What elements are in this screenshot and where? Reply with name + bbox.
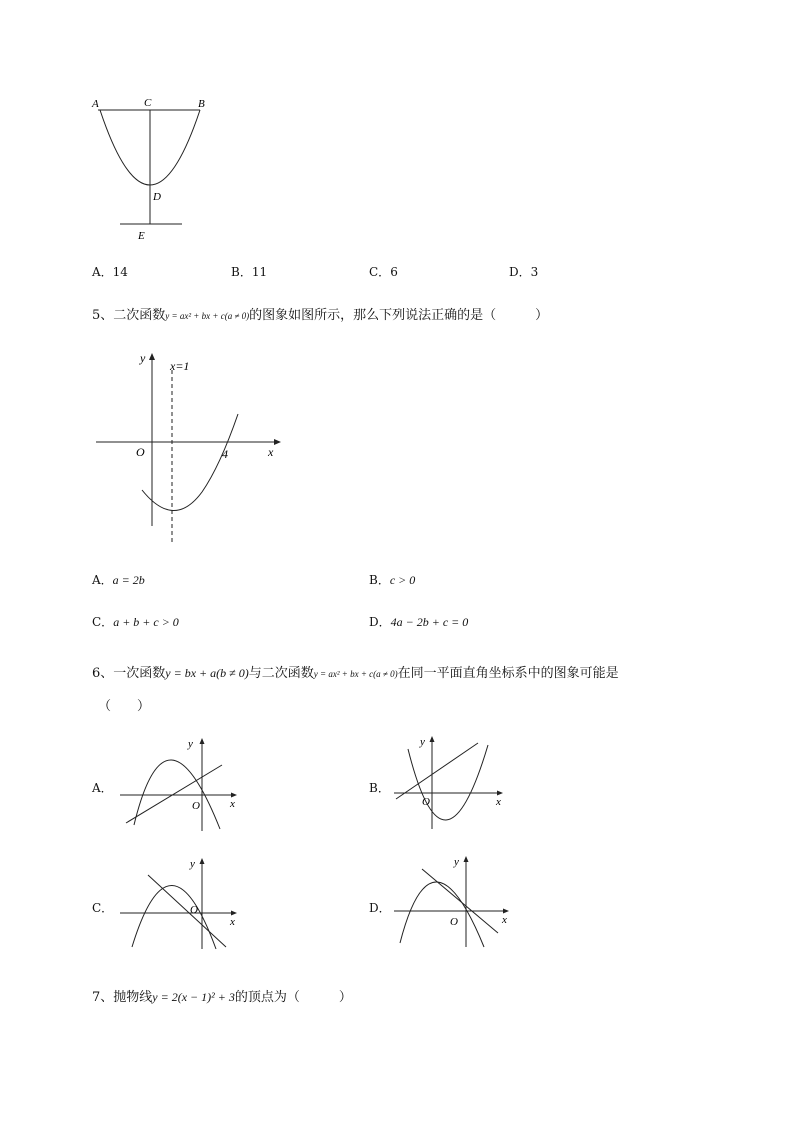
q5-label-four: 4 xyxy=(222,447,228,461)
q4-label-d: D xyxy=(153,191,161,203)
q6-formula-linear: y = bx + a(b ≠ 0) xyxy=(165,666,249,680)
q5-figure xyxy=(92,348,288,544)
q5-label-y: y xyxy=(140,351,146,365)
q6-option-a-label[interactable]: A． xyxy=(92,781,113,795)
q6-option-c-label[interactable]: C． xyxy=(92,901,114,915)
q6a-label-origin: O xyxy=(192,800,200,812)
q6d-label-y: y xyxy=(454,856,459,868)
q5-option-a[interactable]: A．a = 2b xyxy=(92,573,145,587)
q6c-label-y: y xyxy=(190,858,195,870)
q5-option-b[interactable]: B．c > 0 xyxy=(369,573,416,587)
q6c-label-x: x xyxy=(230,916,235,928)
q4-option-d[interactable]: D．3 xyxy=(509,265,539,279)
q6a-label-x: x xyxy=(230,798,235,810)
q4-option-a[interactable]: A．14 xyxy=(92,265,128,279)
q6-option-d-label[interactable]: D． xyxy=(369,901,391,915)
q6-formula-quadratic: y = ax² + bx + c(a ≠ 0) xyxy=(313,669,398,679)
q6-option-b-label[interactable]: B． xyxy=(369,781,390,795)
q4-label-b: B xyxy=(198,98,205,110)
q6c-line xyxy=(148,875,226,947)
q6-graph-c[interactable] xyxy=(116,855,246,955)
q5-option-d[interactable]: D．4a − 2b + c = 0 xyxy=(369,615,469,629)
q4-label-c: C xyxy=(144,97,152,109)
q6c-parabola xyxy=(132,885,216,949)
q6a-label-y: y xyxy=(188,738,193,750)
q6a-parabola xyxy=(134,760,220,829)
q6d-parabola xyxy=(400,882,484,947)
q6b-label-origin: O xyxy=(422,796,430,808)
q5-option-c[interactable]: C．a + b + c > 0 xyxy=(92,615,179,629)
q6d-label-origin: O xyxy=(450,916,458,928)
q6-graph-a[interactable] xyxy=(116,733,246,833)
q6-answer-paren: （ ） xyxy=(98,699,151,714)
q7-formula: y = 2(x − 1)² + 3 xyxy=(152,990,235,1004)
q5-formula: y = ax² + bx + c(a ≠ 0) xyxy=(165,311,250,321)
q6d-label-x: x xyxy=(502,914,507,926)
q6b-label-x: x xyxy=(496,796,501,808)
q6a-line xyxy=(126,765,222,823)
q6b-label-y: y xyxy=(420,736,425,748)
q4-label-a: A xyxy=(92,98,99,110)
q4-option-b[interactable]: B．11 xyxy=(231,265,268,279)
q4-label-e: E xyxy=(138,230,145,242)
q5-label-x: x xyxy=(268,445,274,459)
q6-graph-b[interactable] xyxy=(392,733,512,833)
q6c-label-origin: O xyxy=(190,904,198,916)
q6d-line xyxy=(422,869,498,933)
q4-figure xyxy=(88,92,205,248)
q7-stem: 7、抛物线y = 2(x − 1)² + 3的顶点为（ ） xyxy=(92,990,352,1005)
q6-stem: 6、一次函数y = bx + a(b ≠ 0)与二次函数y = ax² + bx + c(a ≠ 0)在同一平面直角坐标系中的图象可能是 xyxy=(92,666,619,681)
q5-label-x1: x=1 xyxy=(170,359,190,373)
q5-stem: 5、二次函数y = ax² + bx + c(a ≠ 0)的图象如图所示，那么下列说法正确的是（ ） xyxy=(92,308,549,323)
q5-parabola xyxy=(142,414,238,511)
q6-graph-d[interactable] xyxy=(392,853,516,953)
q4-option-c[interactable]: C．6 xyxy=(369,265,398,279)
q5-label-origin: O xyxy=(136,445,145,459)
